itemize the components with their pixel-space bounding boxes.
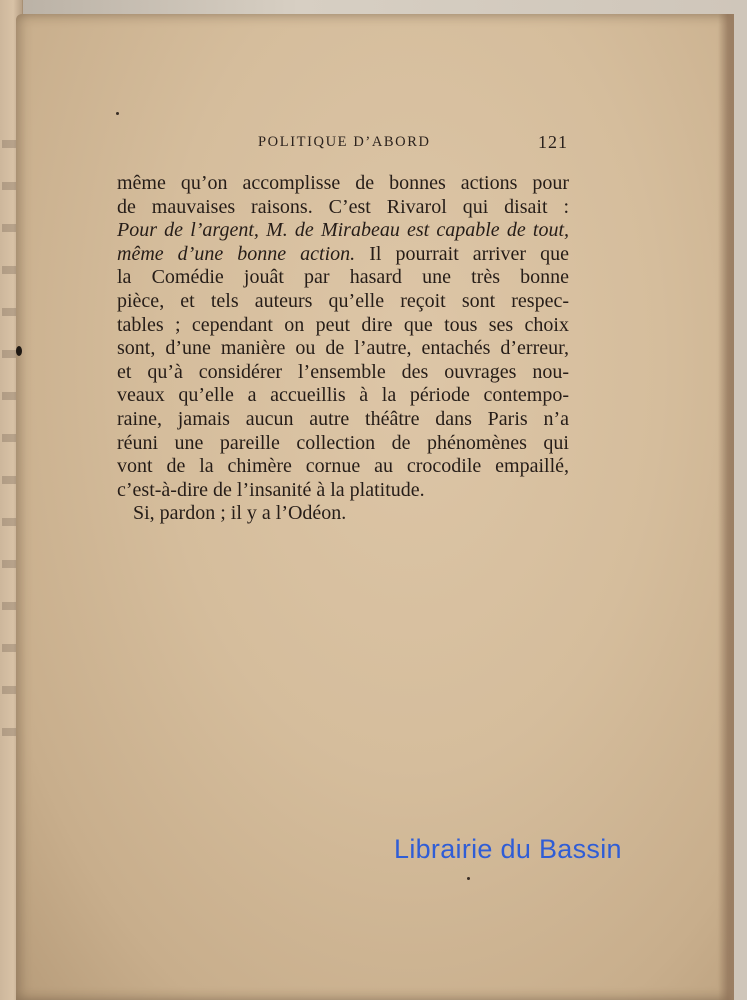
text-line-4 xyxy=(117,243,569,267)
running-head xyxy=(16,134,734,158)
text-line-12: réuni une pareille collection de phénomènes qui xyxy=(117,431,569,454)
running-title: POLITIQUE D’ABORD xyxy=(258,134,431,150)
page-worn-edge xyxy=(718,14,734,1000)
text-line-3-italic-quote: Pour de l’argent, M. de Mirabeau est capable de tout, xyxy=(117,219,569,242)
book-page xyxy=(16,14,734,1000)
text-line-9: et qu’à considérer l’ensemble des ouvrages nou- xyxy=(117,360,569,383)
paper-speck xyxy=(116,112,119,115)
binding-hole xyxy=(16,346,22,356)
text-line-5: la Comédie jouât par hasard une très bonne xyxy=(117,266,569,289)
text-line-6: pièce, et tels auteurs qu’elle reçoit sont respec- xyxy=(117,289,569,312)
text-line-1: même qu’on accomplisse de bonnes actions pour xyxy=(117,172,569,194)
paper-speck xyxy=(467,877,470,880)
text-line-7: tables ; cependant on peut dire que tous ses choix xyxy=(117,313,569,336)
bookseller-watermark: Librairie du Bassin xyxy=(394,834,622,864)
text-line-14: c’est-à-dire de l’insanité à la platitude. xyxy=(117,478,425,501)
text-line-13: vont de la chimère cornue au crocodile empaillé, xyxy=(117,455,569,478)
closing-line: Si, pardon ; il y a l’Odéon. xyxy=(133,502,347,525)
page-number: 121 xyxy=(538,132,568,152)
text-line-8: sont, d’une manière ou de l’autre, entachés d’erreur, xyxy=(117,337,569,360)
facing-page-text-fragments xyxy=(2,140,16,740)
text-line-2: de mauvaises raisons. C’est Rivarol qui disait : xyxy=(117,195,569,218)
italic-quote-end: même d’une bonne action. xyxy=(117,242,356,265)
text-line-10: veaux qu’elle a accueillis à la période contempo- xyxy=(117,384,569,407)
body-text xyxy=(117,172,569,526)
text-line-11: raine, jamais aucun autre théâtre dans Paris n’a xyxy=(117,407,569,430)
text-line-4-rest: Il pourrait arriver que xyxy=(355,242,569,265)
